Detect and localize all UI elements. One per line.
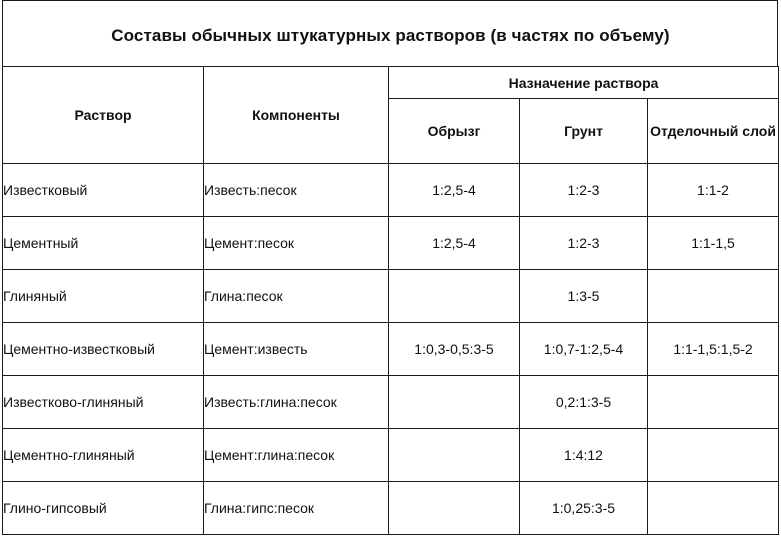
row-components: Глина:гипс:песок xyxy=(204,482,389,535)
row-components: Известь:глина:песок xyxy=(204,376,389,429)
row-mortar-name: Цементный xyxy=(3,217,204,270)
row-spray-value: 1:2,5-4 xyxy=(389,164,520,217)
row-spray-value xyxy=(389,429,520,482)
table-row xyxy=(3,376,779,429)
mortar-composition-table xyxy=(2,66,779,535)
row-mortar-name: Глино-гипсовый xyxy=(3,482,204,535)
row-mortar-name: Известково-глиняный xyxy=(3,376,204,429)
row-primer-value: 1:0,7-1:2,5-4 xyxy=(520,323,648,376)
table-row xyxy=(3,323,779,376)
row-spray-value: 1:2,5-4 xyxy=(389,217,520,270)
table-header-row xyxy=(3,67,779,99)
table-row xyxy=(3,429,779,482)
row-spray-value xyxy=(389,270,520,323)
row-components: Цемент:глина:песок xyxy=(204,429,389,482)
row-finish-value xyxy=(648,429,779,482)
row-components: Цемент:песок xyxy=(204,217,389,270)
row-finish-value xyxy=(648,482,779,535)
row-primer-value: 0,2:1:3-5 xyxy=(520,376,648,429)
row-components: Цемент:известь xyxy=(204,323,389,376)
page-title: Составы обычных штукатурных растворов (в частях по объему) xyxy=(111,26,670,45)
row-primer-value: 1:2-3 xyxy=(520,217,648,270)
header-finish: Отделочный слой xyxy=(648,99,779,164)
row-mortar-name: Известковый xyxy=(3,164,204,217)
row-finish-value xyxy=(648,270,779,323)
row-finish-value: 1:1-1,5:1,5-2 xyxy=(648,323,779,376)
header-spray: Обрызг xyxy=(389,99,520,164)
table-row xyxy=(3,482,779,535)
row-components: Известь:песок xyxy=(204,164,389,217)
row-finish-value xyxy=(648,376,779,429)
row-mortar-name: Глиняный xyxy=(3,270,204,323)
row-spray-value xyxy=(389,376,520,429)
row-primer-value: 1:4:12 xyxy=(520,429,648,482)
row-finish-value: 1:1-1,5 xyxy=(648,217,779,270)
row-primer-value: 1:3-5 xyxy=(520,270,648,323)
row-mortar-name: Цементно-известковый xyxy=(3,323,204,376)
row-finish-value: 1:1-2 xyxy=(648,164,779,217)
header-components: Компоненты xyxy=(204,67,389,164)
header-mortar: Раствор xyxy=(3,67,204,164)
row-components: Глина:песок xyxy=(204,270,389,323)
table-row xyxy=(3,217,779,270)
row-spray-value: 1:0,3-0,5:3-5 xyxy=(389,323,520,376)
header-purpose: Назначение раствора xyxy=(389,67,779,99)
header-primer: Грунт xyxy=(520,99,648,164)
row-spray-value xyxy=(389,482,520,535)
row-mortar-name: Цементно-глиняный xyxy=(3,429,204,482)
table-row xyxy=(3,270,779,323)
table-row xyxy=(3,164,779,217)
row-primer-value: 1:0,25:3-5 xyxy=(520,482,648,535)
row-primer-value: 1:2-3 xyxy=(520,164,648,217)
